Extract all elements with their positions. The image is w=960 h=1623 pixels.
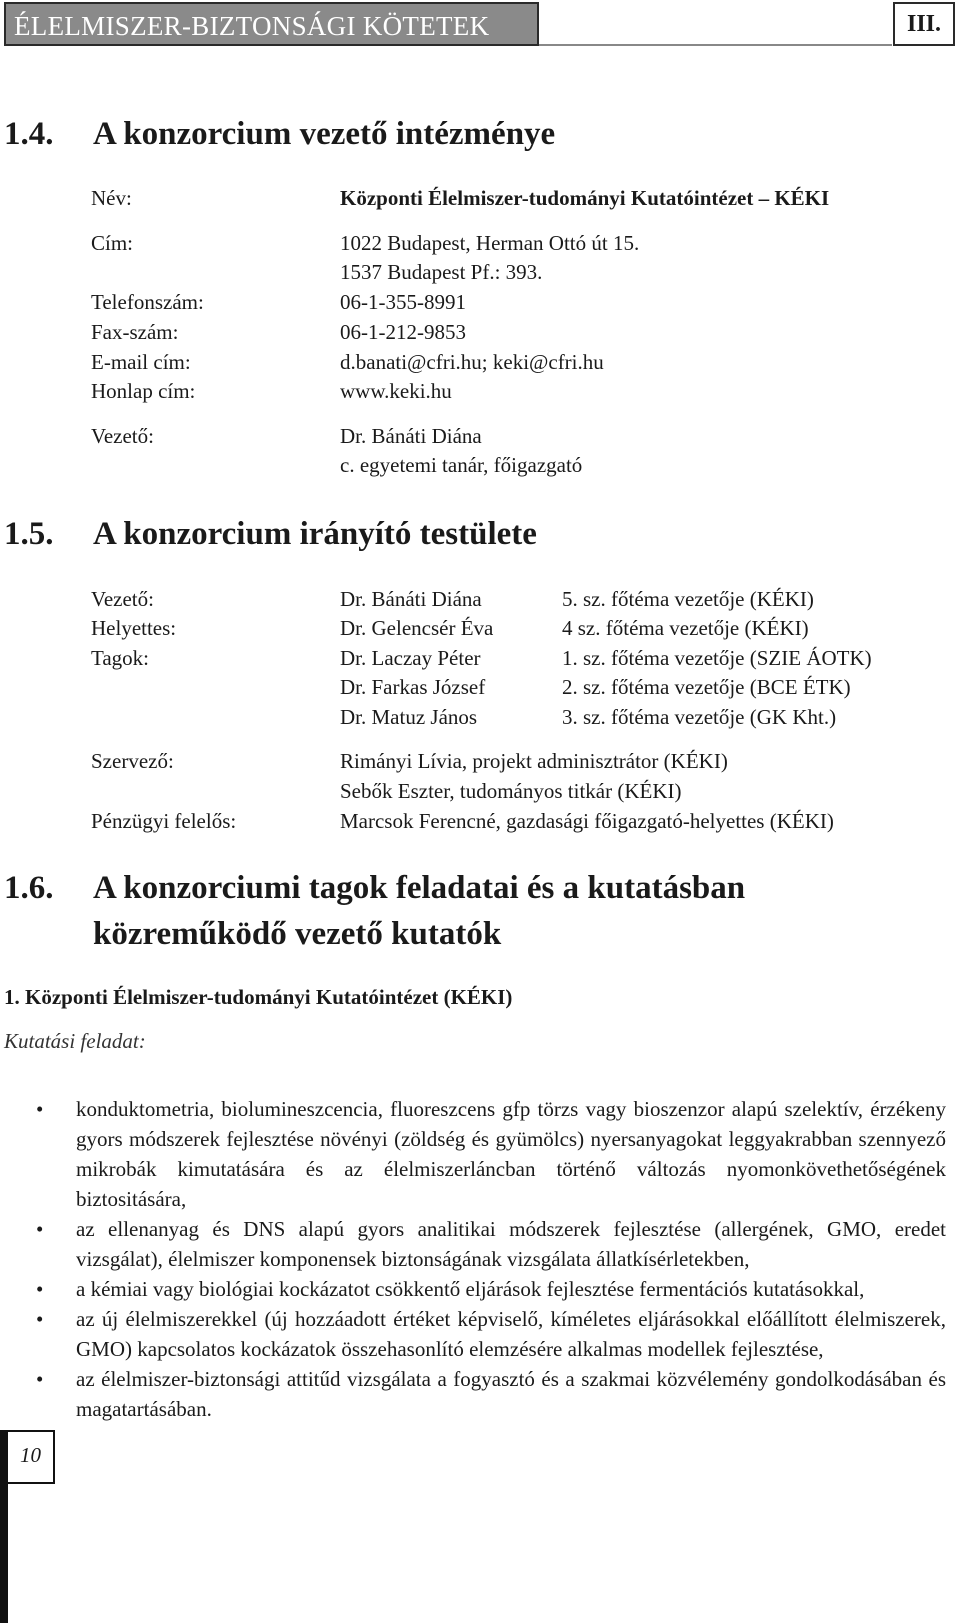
address-value: 1022 Budapest, Herman Ottó út 15.: [340, 231, 640, 255]
director-title: c. egyetemi tanár, főigazgató: [340, 453, 583, 477]
bullet-icon: •: [36, 1307, 44, 1331]
page-edge-bar: [0, 1430, 8, 1623]
header-rule: [539, 44, 892, 46]
email-label: E-mail cím:: [91, 350, 191, 374]
list-item: [16, 1364, 946, 1424]
member-name: Dr. Farkas József: [340, 675, 486, 699]
member-task: 5. sz. főtéma vezetője (KÉKI): [562, 587, 814, 611]
name-value: Központi Élelmiszer-tudományi Kutatóintézet – KÉKI: [340, 186, 830, 210]
section-1-6-title-line2: közreműködő vezető kutatók: [93, 916, 502, 952]
phone-value: 06-1-355-8991: [340, 290, 466, 314]
bullet-icon: •: [36, 1367, 44, 1391]
website-value[interactable]: www.keki.hu: [340, 379, 452, 403]
director-name: Dr. Bánáti Diána: [340, 424, 482, 448]
organizer-value: Rimányi Lívia, projekt adminisztrátor (KÉKI): [340, 749, 728, 773]
list-item: [16, 1274, 946, 1304]
section-1-6-title-line1: A konzorciumi tagok feladatai és a kutatásban: [93, 870, 746, 906]
bullet-icon: •: [36, 1277, 44, 1301]
finance-label: Pénzügyi felelős:: [91, 809, 237, 833]
series-header: [4, 2, 539, 46]
address-label: Cím:: [91, 231, 134, 255]
task-list: [16, 1094, 946, 1424]
member-task: 1. sz. főtéma vezetője (SZIE ÁOTK): [562, 646, 872, 670]
member-name: Dr. Laczay Péter: [340, 646, 481, 670]
member-role: Tagok:: [91, 646, 150, 670]
list-item: [16, 1304, 946, 1364]
postal-address-value: 1537 Budapest Pf.: 393.: [340, 260, 543, 284]
section-1-5-title: A konzorcium irányító testülete: [93, 516, 537, 552]
fax-value: 06-1-212-9853: [340, 320, 466, 344]
bullet-icon: •: [36, 1217, 44, 1241]
member-task: 2. sz. főtéma vezetője (BCE ÉTK): [562, 675, 851, 699]
member-name: Dr. Matuz János: [340, 705, 478, 729]
section-1-4-title: A konzorcium vezető intézménye: [93, 116, 556, 152]
website-label: Honlap cím:: [91, 379, 196, 403]
list-item-text: konduktometria, biolumineszcencia, fluoreszcens gfp törzs vagy bioszenzor alapú szelektív, érzékeny gyors módszerek fejlesztése növényi (zöldség és gyümölcs) nyersanyagokat leggyakrabban szennyező mikrobák kimutatására és az élelmiszerláncban történő változás nyomonkövethetőségének biztositására,: [76, 1097, 946, 1211]
fax-label: Fax-szám:: [91, 320, 179, 344]
name-label: Név:: [91, 186, 132, 210]
member-task: 4 sz. főtéma vezetője (KÉKI): [562, 616, 809, 640]
section-1-5-number: 1.5.: [4, 516, 54, 552]
member-name: Dr. Bánáti Diána: [340, 587, 482, 611]
page-number-box: [8, 1430, 55, 1484]
member-role: Vezető:: [91, 587, 154, 611]
task-label: Kutatási feladat:: [4, 1029, 146, 1053]
list-item: [16, 1094, 946, 1214]
bullet-icon: •: [36, 1097, 44, 1121]
phone-label: Telefonszám:: [91, 290, 204, 314]
organizer-label: Szervező:: [91, 749, 174, 773]
section-1-6-number: 1.6.: [4, 870, 54, 906]
volume-box: [893, 2, 955, 46]
list-item: [16, 1214, 946, 1274]
list-item-text: az új élelmiszerekkel (új hozzáadott értéket képviselő, kíméletes eljárásokkal előállított élelmiszerek, GMO) kapcsolatos kockázatok összehasonlító elemzésére alkalmas modellek fejlesztése,: [76, 1307, 946, 1361]
institution-heading: 1. Központi Élelmiszer-tudományi Kutatóintézet (KÉKI): [4, 985, 513, 1009]
list-item-text: az ellenanyag és DNS alapú gyors analitikai módszerek fejlesztése (allergének, GMO, eredet vizsgálat), élelmiszer komponensek biztonságának vizsgálata állatkísérletekben,: [76, 1217, 946, 1271]
section-1-4-number: 1.4.: [4, 116, 54, 152]
finance-value: Marcsok Ferencné, gazdasági főigazgató-helyettes (KÉKI): [340, 809, 834, 833]
secretary-value: Sebők Eszter, tudományos titkár (KÉKI): [340, 779, 682, 803]
member-task: 3. sz. főtéma vezetője (GK Kht.): [562, 705, 837, 729]
member-name: Dr. Gelencsér Éva: [340, 616, 494, 640]
list-item-text: a kémiai vagy biológiai kockázatot csökkentő eljárások fejlesztése fermentációs kutatásokkal,: [76, 1277, 865, 1301]
member-role: Helyettes:: [91, 616, 177, 640]
page-number: 10: [20, 1443, 41, 1467]
list-item-text: az élelmiszer-biztonsági attitűd vizsgálata a fogyasztó és a szakmai közvélemény gondolkodásában és magatartásában.: [76, 1367, 946, 1421]
email-value[interactable]: d.banati@cfri.hu; keki@cfri.hu: [340, 350, 604, 374]
volume-number: III.: [906, 11, 942, 37]
series-title: ÉLELMISZER-BIZTONSÁGI KÖTETEK: [14, 11, 490, 41]
director-label: Vezető:: [91, 424, 154, 448]
